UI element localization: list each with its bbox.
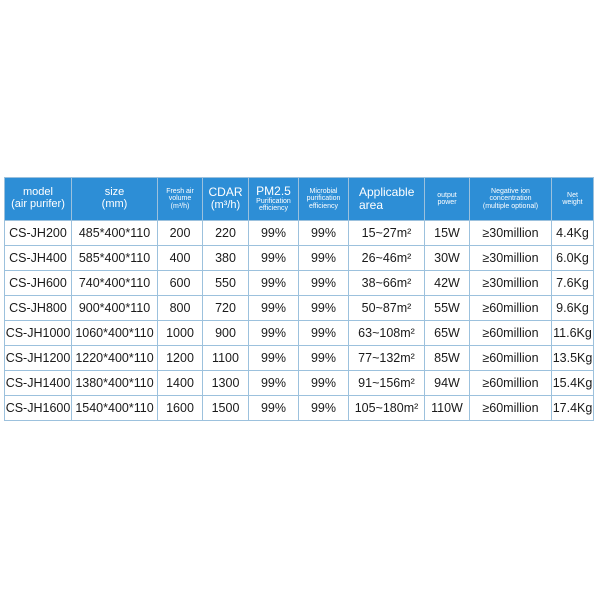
cell-power: 55W xyxy=(425,296,470,321)
cell-microbial: 99% xyxy=(299,246,349,271)
cell-size: 1220*400*110 xyxy=(72,346,158,371)
cell-area: 63~108m² xyxy=(349,321,425,346)
cell-microbial: 99% xyxy=(299,371,349,396)
cell-cdar: 220 xyxy=(203,221,249,246)
cell-microbial: 99% xyxy=(299,296,349,321)
spec-table xyxy=(4,177,594,421)
cell-fresh-air: 800 xyxy=(158,296,203,321)
table-row xyxy=(5,221,594,246)
cell-negative-ion: ≥60million xyxy=(470,321,552,346)
cell-fresh-air: 1600 xyxy=(158,396,203,421)
cell-model: CS-JH1400 xyxy=(5,371,72,396)
header-fresh-air-line1: Fresh air xyxy=(166,187,194,195)
cell-negative-ion: ≥30million xyxy=(470,246,552,271)
cell-pm25: 99% xyxy=(249,221,299,246)
header-model-line1: model xyxy=(23,186,53,199)
cell-size: 585*400*110 xyxy=(72,246,158,271)
cell-weight: 6.0Kg xyxy=(552,246,594,271)
cell-pm25: 99% xyxy=(249,296,299,321)
cell-power: 30W xyxy=(425,246,470,271)
cell-fresh-air: 400 xyxy=(158,246,203,271)
cell-cdar: 380 xyxy=(203,246,249,271)
table-row xyxy=(5,246,594,271)
cell-negative-ion: ≥60million xyxy=(470,346,552,371)
table-row xyxy=(5,371,594,396)
cell-microbial: 99% xyxy=(299,346,349,371)
header-microbial-line3: efficiency xyxy=(308,202,339,210)
cell-pm25: 99% xyxy=(249,271,299,296)
cell-microbial: 99% xyxy=(299,221,349,246)
cell-weight: 4.4Kg xyxy=(552,221,594,246)
header-pm25-line1: PM2.5 xyxy=(256,184,291,199)
cell-power: 94W xyxy=(425,371,470,396)
cell-size: 900*400*110 xyxy=(72,296,158,321)
cell-model: CS-JH1200 xyxy=(5,346,72,371)
cell-microbial: 99% xyxy=(299,396,349,421)
table-row xyxy=(5,321,594,346)
cell-weight: 9.6Kg xyxy=(552,296,594,321)
header-model xyxy=(5,178,72,221)
cell-area: 26~46m² xyxy=(349,246,425,271)
header-power xyxy=(425,178,470,221)
cell-area: 15~27m² xyxy=(349,221,425,246)
cell-cdar: 900 xyxy=(203,321,249,346)
header-size-line1: size xyxy=(104,186,125,199)
header-negative-ion-line2: concentration xyxy=(489,195,532,203)
header-fresh-air-line2: volume xyxy=(168,195,192,203)
cell-weight: 13.5Kg xyxy=(552,346,594,371)
cell-size: 740*400*110 xyxy=(72,271,158,296)
header-area-line2: area xyxy=(359,198,384,212)
header-negative-ion-line3: (multiple optional) xyxy=(482,202,539,210)
cell-weight: 7.6Kg xyxy=(552,271,594,296)
cell-cdar: 1300 xyxy=(203,371,249,396)
cell-negative-ion: ≥60million xyxy=(470,396,552,421)
cell-pm25: 99% xyxy=(249,246,299,271)
cell-size: 1540*400*110 xyxy=(72,396,158,421)
header-power-line1: output xyxy=(437,191,457,199)
cell-model: CS-JH600 xyxy=(5,271,72,296)
header-pm25 xyxy=(249,178,299,221)
cell-size: 485*400*110 xyxy=(72,221,158,246)
cell-microbial: 99% xyxy=(299,271,349,296)
cell-area: 50~87m² xyxy=(349,296,425,321)
header-negative-ion-line1: Negative ion xyxy=(491,187,530,195)
cell-power: 110W xyxy=(425,396,470,421)
table-row xyxy=(5,346,594,371)
cell-fresh-air: 200 xyxy=(158,221,203,246)
header-fresh-air xyxy=(158,178,203,221)
header-area xyxy=(349,178,425,221)
cell-power: 15W xyxy=(425,221,470,246)
header-row xyxy=(5,178,594,221)
header-cdar-line2: (m³/h) xyxy=(210,199,241,211)
header-cdar-line1: CDAR xyxy=(208,185,243,200)
spec-table-body xyxy=(5,221,594,421)
cell-pm25: 99% xyxy=(249,396,299,421)
header-weight-line1: Net xyxy=(567,191,578,199)
header-microbial-line1: Microbial xyxy=(309,187,338,195)
cell-weight: 15.4Kg xyxy=(552,371,594,396)
header-pm25-line2: Purification xyxy=(256,197,291,205)
cell-area: 77~132m² xyxy=(349,346,425,371)
header-size-line2: (mm) xyxy=(101,198,128,210)
header-power-line2: power xyxy=(437,199,457,206)
table-row xyxy=(5,271,594,296)
cell-negative-ion: ≥60million xyxy=(470,371,552,396)
cell-fresh-air: 600 xyxy=(158,271,203,296)
header-area-line1: Applicable xyxy=(359,185,415,200)
cell-pm25: 99% xyxy=(249,346,299,371)
cell-power: 42W xyxy=(425,271,470,296)
cell-negative-ion: ≥30million xyxy=(470,221,552,246)
header-model-line2: (air purifer) xyxy=(11,198,65,210)
cell-pm25: 99% xyxy=(249,321,299,346)
cell-model: CS-JH1000 xyxy=(5,321,72,346)
cell-area: 91~156m² xyxy=(349,371,425,396)
cell-microbial: 99% xyxy=(299,321,349,346)
cell-size: 1060*400*110 xyxy=(72,321,158,346)
cell-model: CS-JH800 xyxy=(5,296,72,321)
table-row xyxy=(5,396,594,421)
cell-weight: 11.6Kg xyxy=(552,321,594,346)
header-fresh-air-line3: (m³/h) xyxy=(170,202,190,210)
cell-model: CS-JH400 xyxy=(5,246,72,271)
cell-cdar: 1100 xyxy=(203,346,249,371)
cell-pm25: 99% xyxy=(249,371,299,396)
cell-area: 105~180m² xyxy=(349,396,425,421)
cell-area: 38~66m² xyxy=(349,271,425,296)
cell-model: CS-JH1600 xyxy=(5,396,72,421)
cell-model: CS-JH200 xyxy=(5,221,72,246)
header-weight xyxy=(552,178,594,221)
header-microbial-line2: purification xyxy=(306,195,341,203)
cell-weight: 17.4Kg xyxy=(552,396,594,421)
cell-power: 65W xyxy=(425,321,470,346)
header-pm25-line3: efficiency xyxy=(258,205,289,213)
cell-negative-ion: ≥60million xyxy=(470,296,552,321)
cell-fresh-air: 1200 xyxy=(158,346,203,371)
cell-fresh-air: 1400 xyxy=(158,371,203,396)
table-row xyxy=(5,296,594,321)
cell-cdar: 1500 xyxy=(203,396,249,421)
cell-size: 1380*400*110 xyxy=(72,371,158,396)
header-microbial xyxy=(299,178,349,221)
header-size xyxy=(72,178,158,221)
header-cdar xyxy=(203,178,249,221)
header-negative-ion xyxy=(470,178,552,221)
cell-negative-ion: ≥30million xyxy=(470,271,552,296)
cell-cdar: 550 xyxy=(203,271,249,296)
cell-power: 85W xyxy=(425,346,470,371)
cell-cdar: 720 xyxy=(203,296,249,321)
header-weight-line2: weight xyxy=(562,199,583,206)
cell-fresh-air: 1000 xyxy=(158,321,203,346)
